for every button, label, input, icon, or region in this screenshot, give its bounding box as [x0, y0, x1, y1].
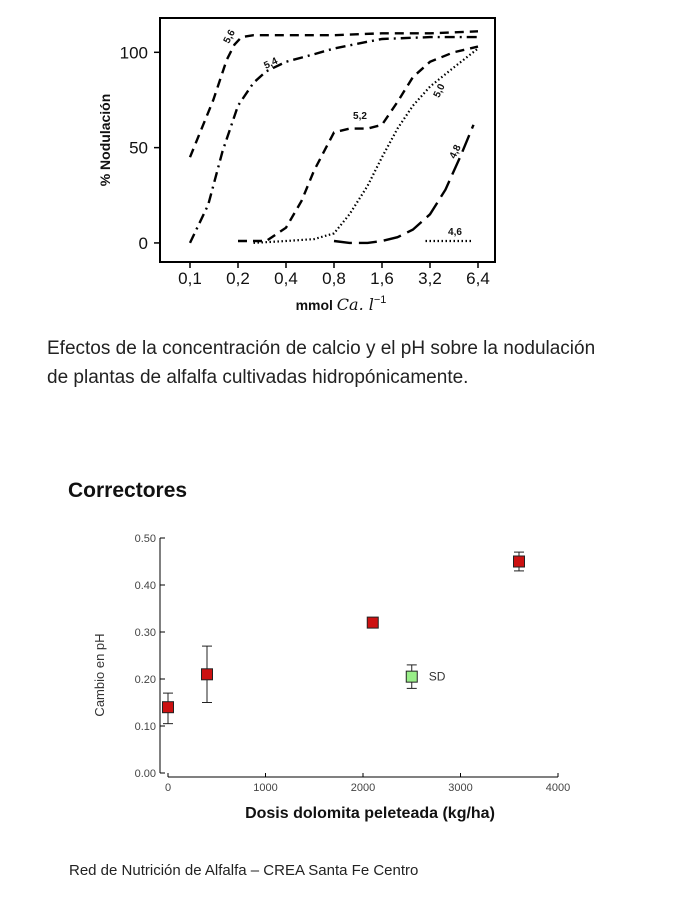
x-tick-label: 6,4 [466, 269, 490, 288]
nodulation-chart [0, 0, 688, 330]
y-axis-label: % Nodulación [97, 93, 113, 187]
x-tick-label: 0,2 [226, 269, 250, 288]
data-point [514, 556, 525, 567]
series-line [334, 125, 474, 243]
x-tick-label: 3000 [448, 782, 473, 794]
data-point [163, 702, 174, 713]
x-axis-label: Dosis dolomita peleteada (kg/ha) [245, 805, 495, 822]
x-tick-label: 0,8 [322, 269, 346, 288]
y-tick-label: 0.00 [134, 768, 156, 780]
series-label: 5,2 [353, 111, 367, 122]
y-tick-label: 0.50 [134, 533, 156, 545]
sd-point [406, 671, 417, 682]
y-tick-label: 0.20 [134, 674, 156, 686]
y-tick-label: 0 [138, 233, 148, 253]
x-tick-label: 0,4 [274, 269, 298, 288]
series-label: 5,0 [431, 82, 448, 100]
series-label: 4,8 [447, 143, 464, 161]
series-line [254, 49, 479, 243]
series-label: 5,4 [262, 55, 280, 72]
x-tick-label: 2000 [350, 782, 376, 794]
x-tick-label: 0 [164, 782, 172, 794]
ph-change-chart [0, 520, 688, 840]
y-tick-label: 0.30 [134, 627, 156, 639]
x-axis-label-exp: −1 [373, 294, 387, 306]
y-axis-label: Cambio en pH [92, 633, 107, 717]
x-axis-label-unit: mmol [295, 297, 337, 313]
x-tick-label: 4000 [545, 782, 571, 794]
chart-caption: Efectos de la concentración de calcio y el pH sobre la nodulación de plantas de alfalfa cultivadas hidropónicamente. [47, 338, 596, 388]
series-line [190, 37, 478, 243]
data-point [367, 617, 378, 628]
x-axis-label [296, 294, 387, 314]
x-tick-label: 1,6 [370, 269, 394, 288]
data-point [202, 669, 213, 680]
x-axis-label-var: Ca. l [336, 295, 374, 314]
y-tick-label: 50 [129, 138, 148, 158]
y-tick-label: 0.10 [134, 721, 156, 733]
y-tick-label: 100 [119, 43, 148, 63]
x-tick-label: 1000 [253, 782, 278, 794]
series-line [238, 47, 478, 241]
series-label: 4,6 [448, 227, 462, 238]
x-tick-label: 3,2 [418, 269, 442, 288]
section-title: Correctores [68, 479, 188, 502]
footer-credit: Red de Nutrición de Alfalfa – CREA Santa Fe Centro [69, 862, 419, 879]
y-tick-label: 0.40 [134, 580, 156, 592]
x-tick-label: 0,1 [178, 269, 202, 288]
point-label: SD [428, 669, 446, 684]
series-label: 5,6 [221, 28, 238, 46]
